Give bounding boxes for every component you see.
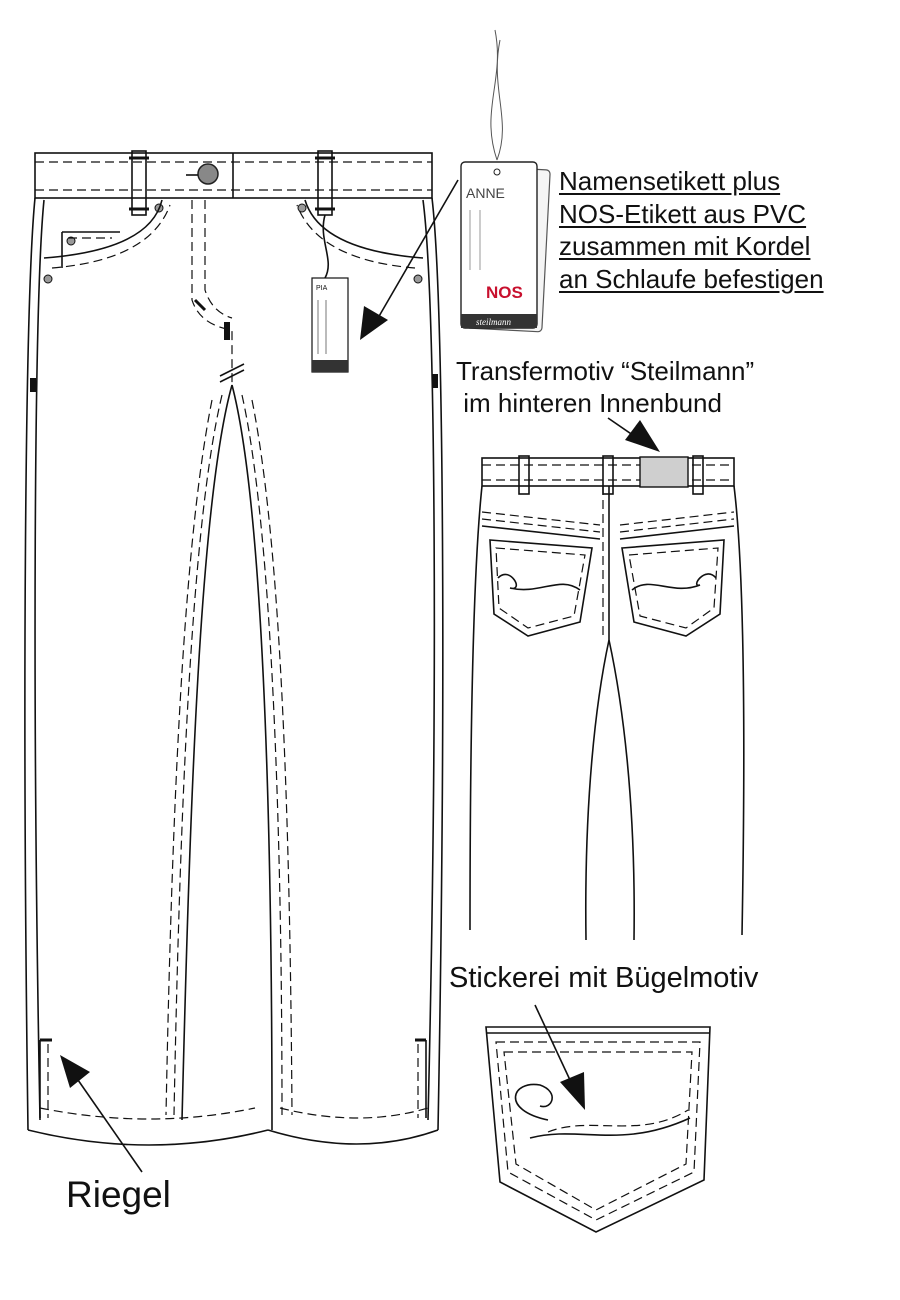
tag-note-arrow: [360, 180, 458, 340]
nos-badge: NOS: [486, 283, 523, 302]
small-hang-tag: [312, 215, 348, 372]
small-tag-name: PIA: [316, 285, 328, 292]
belt-loop-right: [315, 151, 335, 215]
tag-note-line-2: NOS-Etikett aus PVC: [559, 198, 807, 229]
transfer-note-line-2: im hinteren Innenbund: [456, 388, 722, 418]
riegel-note: Riegel: [66, 1174, 171, 1215]
button-icon: [198, 164, 218, 184]
embroidery-motif: [515, 1084, 552, 1120]
pocket-detail: [486, 1027, 710, 1232]
transfer-motif-patch: [640, 457, 688, 487]
embroidery-note: Stickerei mit Bügelmotiv: [449, 962, 759, 994]
tag-note-line-3: zusammen mit Kordel: [559, 231, 811, 261]
belt-loop-left: [129, 151, 149, 215]
transfer-note: [456, 355, 754, 419]
large-hang-tag: [461, 30, 550, 332]
tag-brand: steilmann: [476, 317, 511, 327]
embroidery-note-arrow: [535, 1005, 585, 1110]
tag-note-line-4: an Schlaufe befestigen: [559, 263, 824, 294]
back-view-jeans: [470, 456, 744, 940]
tag-note: [559, 165, 824, 295]
front-view-jeans: [25, 151, 443, 1145]
tag-name-anne: ANNE: [466, 185, 505, 201]
transfer-note-arrow: [608, 418, 660, 452]
transfer-note-line-1: Transfermotiv “Steilmann”: [456, 356, 755, 386]
tag-note-line-1: Namensetikett plus: [559, 166, 781, 196]
